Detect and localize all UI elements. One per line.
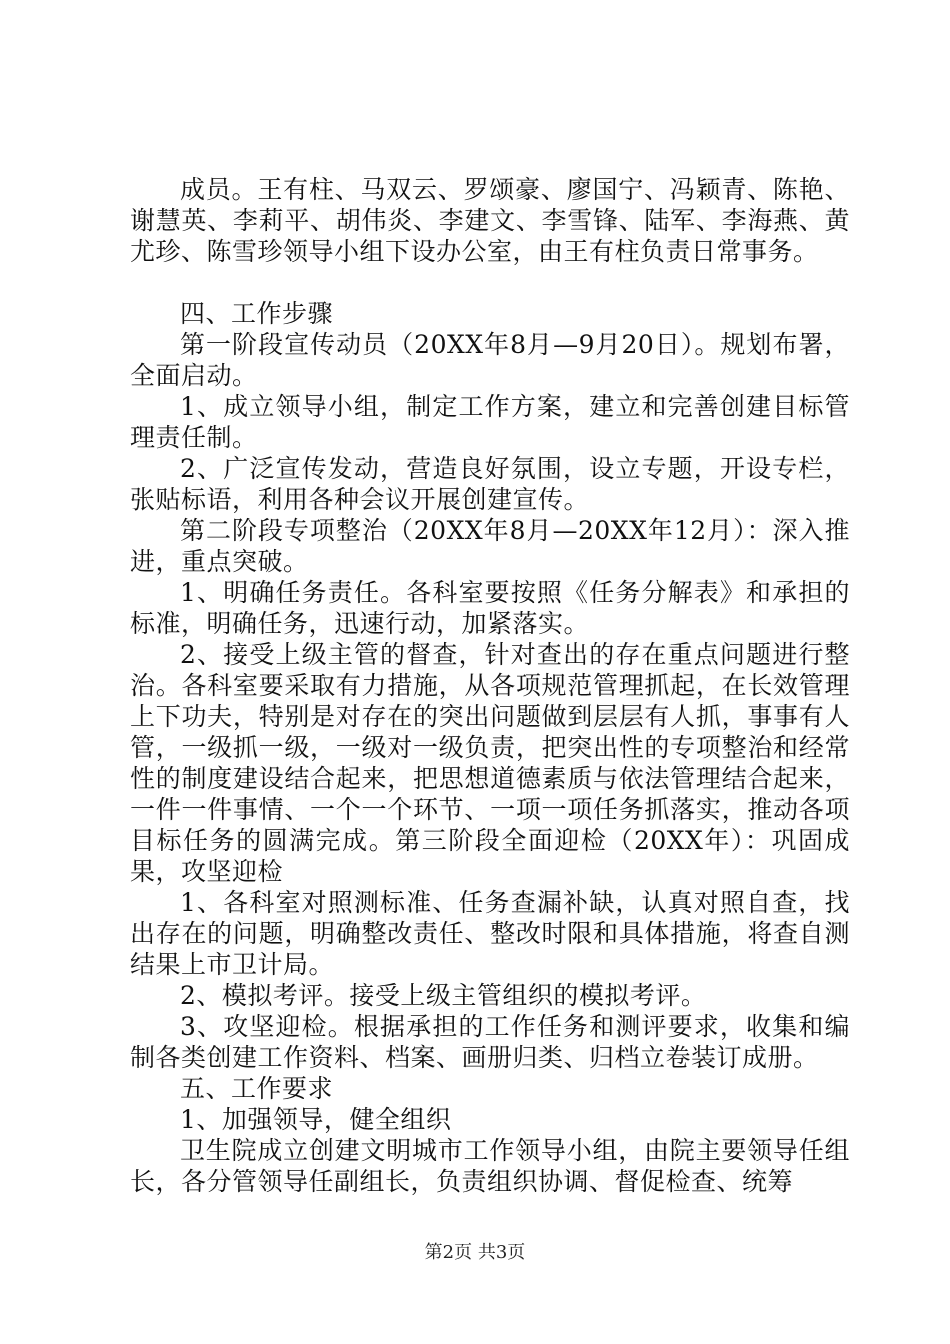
paragraph-phase-two-item-1: 1、明确任务责任。各科室要按照《任务分解表》和承担的标准，明确任务，迅速行动，加紧落实。 bbox=[130, 578, 850, 638]
paragraph-phase-one-item-1: 1、成立领导小组，制定工作方案，建立和完善创建目标管理责任制。 bbox=[130, 392, 850, 452]
document-body bbox=[130, 174, 850, 1197]
paragraph-members: 成员。王有柱、马双云、罗颂豪、廖国宁、冯颖青、陈艳、谢慧英、李莉平、胡伟炎、李建文、李雪锋、陆军、李海燕、黄尤珍、陈雪珍领导小组下设办公室，由王有柱负责日常事务。 bbox=[130, 175, 850, 266]
paragraph-phase-two: 第二阶段专项整治（20XX年8月—20XX年12月）：深入推进，重点突破。 bbox=[130, 516, 850, 576]
heading-strengthen-leadership: 1、加强领导，健全组织 bbox=[180, 1105, 452, 1134]
paragraph-leadership-group: 卫生院成立创建文明城市工作领导小组，由院主要领导任组长，各分管领导任副组长，负责组织协调、督促检查、统筹 bbox=[130, 1136, 850, 1196]
paragraph-phase-three-item-2: 2、模拟考评。接受上级主管组织的模拟考评。 bbox=[180, 981, 707, 1010]
heading-work-steps: 四、工作步骤 bbox=[180, 299, 334, 328]
paragraph-phase-two-item-2: 2、接受上级主管的督查，针对查出的存在重点问题进行整治。各科室要采取有力措施，从各项规范管理抓起，在长效管理上下功夫，特别是对存在的突出问题做到层层有人抓，事事有人管，一级抓一级，一级对一级负责，把突出性的专项整治和经常性的制度建设结合起来，把思想道德素质与依法管理结合起来，一件一件事情、一个一个环节、一项一项任务抓落实，推动各项目标任务的圆满完成。第三阶段全面迎检（20XX年）：巩固成果，攻坚迎检 bbox=[130, 640, 850, 886]
page-number-footer: 第2页 共3页 bbox=[424, 1242, 526, 1263]
paragraph-phase-one: 第一阶段宣传动员（20XX年8月—9月20日）。规划布署，全面启动。 bbox=[130, 330, 850, 390]
paragraph-phase-one-item-2: 2、广泛宣传发动，营造良好氛围，设立专题，开设专栏，张贴标语，利用各种会议开展创建宣传。 bbox=[130, 454, 850, 514]
paragraph-phase-three-item-3: 3、攻坚迎检。根据承担的工作任务和测评要求，收集和编制各类创建工作资料、档案、画册归类、归档立卷装订成册。 bbox=[130, 1012, 850, 1072]
heading-work-requirements: 五、工作要求 bbox=[180, 1074, 334, 1103]
paragraph-phase-three-item-1: 1、各科室对照测标准、任务查漏补缺，认真对照自查，找出存在的问题，明确整改责任、整改时限和具体措施，将查自测结果上市卫计局。 bbox=[130, 888, 850, 979]
